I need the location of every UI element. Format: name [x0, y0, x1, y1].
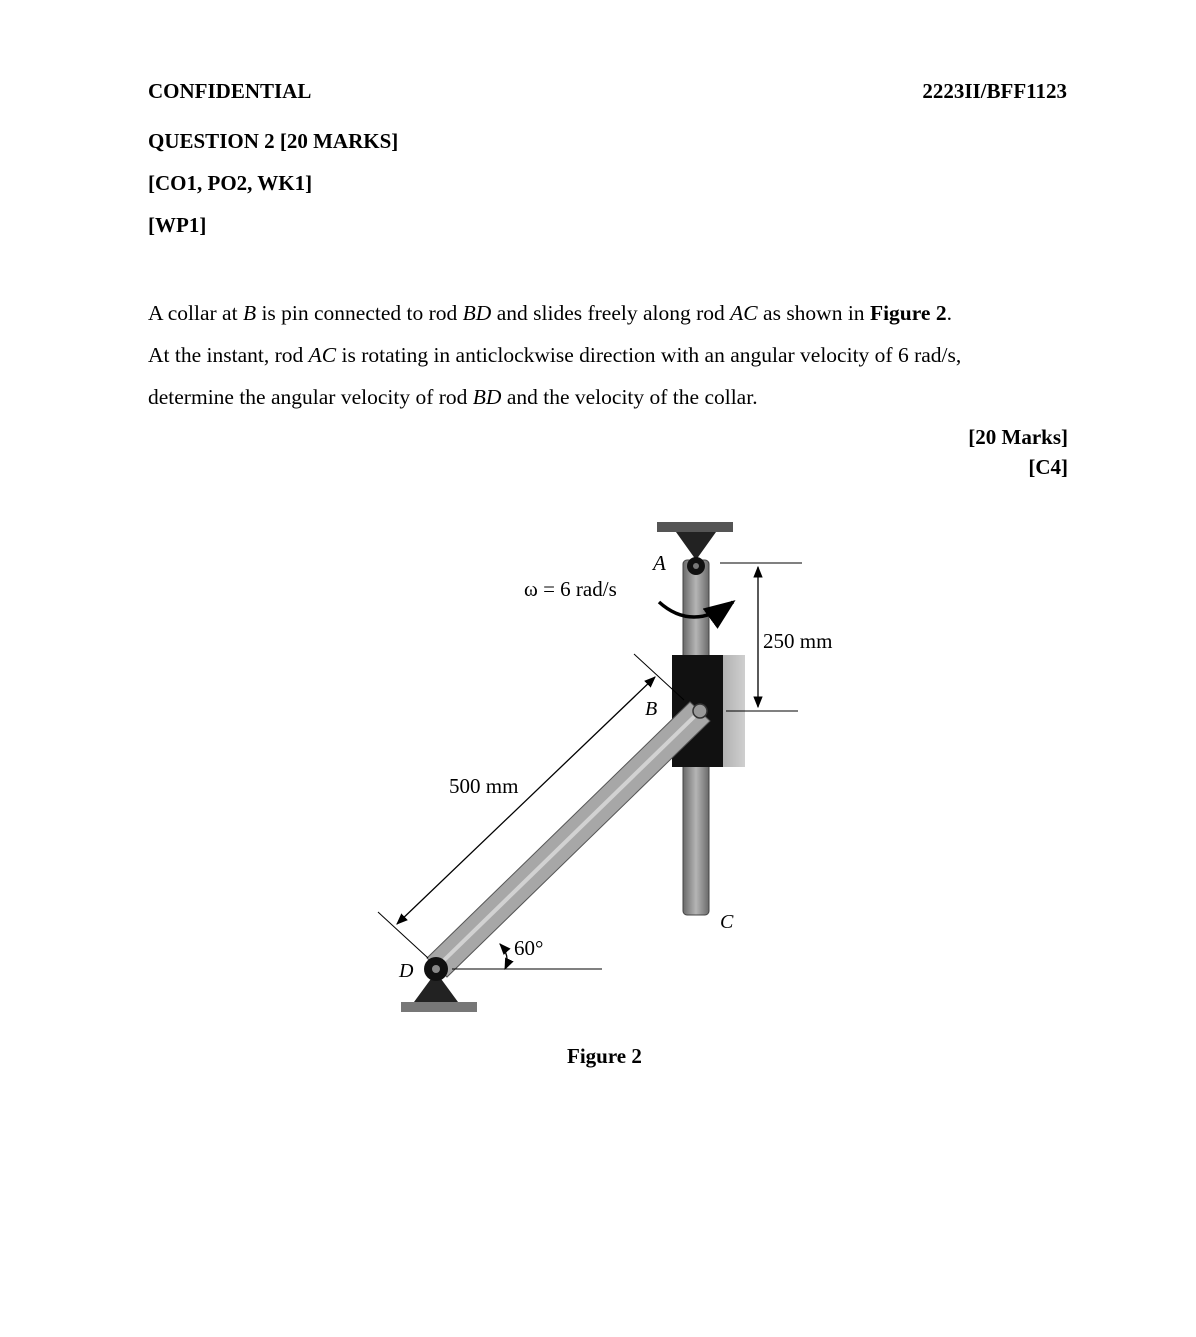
dim-500 [378, 654, 684, 958]
label-c: C [720, 911, 734, 933]
confidential-label: CONFIDENTIAL [148, 79, 312, 103]
marks-total: [20 Marks] [968, 425, 1068, 449]
label-a: A [653, 551, 666, 575]
wp-label: [WP1] [148, 213, 207, 237]
label-b: B [645, 698, 658, 720]
marks-level: [C4] [1028, 455, 1068, 479]
dim-500-label: 500 mm [449, 774, 519, 798]
pin-b [693, 704, 707, 718]
omega-label: ω = 6 rad/s [524, 577, 617, 601]
course-code: 2223II/BFF1123 [922, 79, 1067, 103]
figure-caption: Figure 2 [567, 1044, 642, 1068]
angle-label: 60° [514, 936, 544, 960]
course-outcomes: [CO1, PO2, WK1] [148, 171, 313, 195]
question-title: QUESTION 2 [20 MARKS] [148, 129, 399, 153]
label-d: D [399, 960, 414, 982]
dim-250-label: 250 mm [763, 629, 833, 653]
ceiling-support [657, 522, 733, 560]
paragraph-line-3: determine the angular velocity of rod BD and the velocity of the collar. [148, 385, 758, 409]
paragraph-line-2: At the instant, rod AC is rotating in anticlockwise direction with an angular velocity of 6 rad/s, [148, 343, 962, 367]
paragraph-line-1: A collar at B is pin connected to rod BD and slides freely along rod AC as shown in Figure 2. [148, 301, 952, 325]
